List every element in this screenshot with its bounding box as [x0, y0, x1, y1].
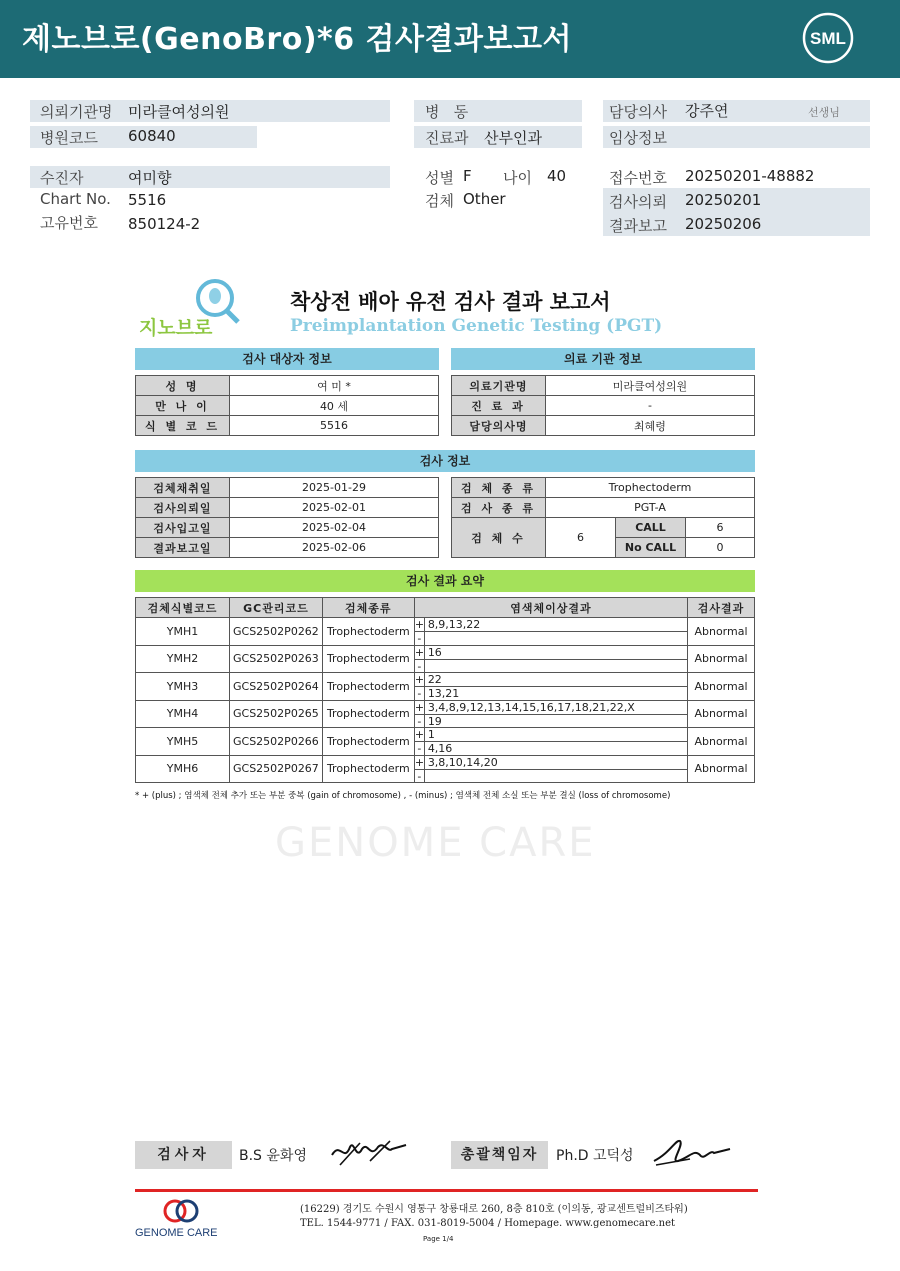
loss-value: 13,21 [427, 687, 460, 701]
hospital-label: 의뢰기관명 [40, 103, 113, 121]
gain-value: 3,8,10,14,20 [427, 755, 498, 769]
receive-date: 2025-02-04 [230, 518, 439, 538]
receipt-value: 20250201-48882 [685, 167, 815, 185]
chief-label: 총괄책임자 [451, 1141, 548, 1169]
patient-value: 여미향 [128, 169, 172, 187]
loss-row [415, 686, 687, 699]
summary-heading: 검사 결과 요약 [135, 570, 755, 592]
loss-row [415, 769, 687, 782]
subject-name: 여 미 * [230, 376, 439, 396]
sml-logo-icon [802, 12, 854, 64]
info-band [30, 166, 390, 188]
loss-row [415, 741, 687, 754]
age-value: 40 [547, 167, 567, 185]
doctor-suffix: 선생님 [808, 106, 840, 119]
gain-row [415, 701, 687, 714]
row-id: YMH5 [136, 728, 230, 756]
loss-value [425, 660, 428, 672]
request-value: 20250201 [685, 191, 762, 209]
plus-sign: + [414, 618, 425, 631]
test-type: PGT-A [546, 498, 755, 518]
subject-name-label: 성 명 [136, 376, 230, 396]
footnote: * + (plus) ; 염색체 전체 추가 또는 부분 중복 (gain of chromosome) , - (minus) ; 염색체 전체 소실 또는 부분 결실 (loss of chromosome) [135, 791, 671, 801]
row-chromosome-result [414, 618, 687, 646]
plus-sign: + [414, 700, 425, 714]
report-subtitle: Preimplantation Genetic Testing (PGT) [290, 316, 663, 336]
call-label: CALL [616, 518, 686, 538]
row-id: YMH1 [136, 618, 230, 646]
subject-idcode: 5516 [230, 416, 439, 436]
row-gc-code: GCS2502P0266 [230, 728, 323, 756]
report-date: 2025-02-06 [230, 538, 439, 558]
col-header: 염색체이상결과 [414, 598, 687, 618]
summary-section [135, 570, 755, 783]
watermark: GENOME CARE [275, 820, 596, 866]
specimen-count: 6 [546, 518, 616, 558]
table-row [136, 645, 755, 673]
gain-row [415, 728, 687, 741]
test-specimen-table [451, 477, 755, 558]
chart-value: 5516 [128, 191, 167, 209]
gain-value: 1 [427, 728, 435, 741]
minus-sign: - [415, 770, 425, 782]
collect-date: 2025-01-29 [230, 478, 439, 498]
clinical-label: 임상정보 [609, 129, 667, 147]
specimen-value: Other [463, 190, 506, 208]
report-header [0, 0, 900, 78]
test-type-label: 검 사 종 류 [452, 498, 546, 518]
inst-dept-label: 진 료 과 [452, 396, 546, 416]
genobro-logo-icon [135, 276, 253, 338]
table-row [136, 755, 755, 783]
chief-signature-icon [650, 1135, 732, 1169]
report-title: 제노브로(GenoBro)*6 검사결과보고서 [22, 22, 572, 57]
loss-row [415, 631, 687, 644]
code-label: 병원코드 [40, 129, 98, 147]
sex-label: 성별 [425, 169, 454, 187]
receive-date-label: 검사입고일 [136, 518, 230, 538]
plus-sign: + [414, 728, 425, 741]
plus-sign: + [414, 755, 425, 769]
dept-label: 진료과 [425, 129, 469, 147]
footer-address [300, 1203, 688, 1231]
table-row [136, 618, 755, 646]
row-id: YMH3 [136, 673, 230, 701]
gain-row [415, 673, 687, 686]
gain-row [415, 618, 687, 631]
patient-label: 수진자 [40, 169, 84, 187]
tester-label: 검사자 [135, 1141, 232, 1169]
report-value: 20250206 [685, 215, 762, 233]
dept-value: 산부인과 [484, 129, 542, 147]
minus-sign: - [415, 742, 425, 754]
nocall-label: No CALL [616, 538, 686, 558]
receipt-label: 접수번호 [609, 169, 667, 187]
gain-row [415, 756, 687, 769]
summary-table [135, 597, 755, 783]
row-result: Abnormal [688, 755, 755, 783]
chief-name: Ph.D 고덕성 [556, 1148, 634, 1164]
gain-value: 8,9,13,22 [427, 618, 481, 631]
row-id: YMH6 [136, 755, 230, 783]
row-specimen-type: Trophectoderm [322, 645, 414, 673]
table-row [136, 673, 755, 701]
row-result: Abnormal [688, 673, 755, 701]
id-label: 고유번호 [40, 214, 98, 232]
row-gc-code: GCS2502P0267 [230, 755, 323, 783]
row-chromosome-result [414, 645, 687, 673]
row-specimen-type: Trophectoderm [322, 673, 414, 701]
col-header: 검체종류 [322, 598, 414, 618]
row-result: Abnormal [688, 728, 755, 756]
inst-doctor-label: 담당의사명 [452, 416, 546, 436]
row-id: YMH4 [136, 700, 230, 728]
minus-sign: - [415, 632, 425, 644]
institution-info-table [451, 348, 755, 436]
col-header: GC관리코드 [230, 598, 323, 618]
report-date-label: 결과보고일 [136, 538, 230, 558]
inst-name: 미라클여성의원 [546, 376, 755, 396]
col-header: 검체식별코드 [136, 598, 230, 618]
gain-value: 22 [427, 673, 442, 686]
table-row [136, 700, 755, 728]
subject-info-heading: 검사 대상자 정보 [135, 348, 439, 370]
hospital-value: 미라클여성의원 [128, 103, 230, 121]
inst-dept: - [546, 396, 755, 416]
specimen-type-label: 검 체 종 류 [452, 478, 546, 498]
inst-doctor: 최혜령 [546, 416, 755, 436]
row-result: Abnormal [688, 618, 755, 646]
plus-sign: + [414, 645, 425, 659]
id-value: 850124-2 [128, 215, 201, 233]
test-dates-table [135, 477, 439, 558]
inst-name-label: 의료기관명 [452, 376, 546, 396]
chart-label: Chart No. [40, 190, 111, 208]
row-gc-code: GCS2502P0265 [230, 700, 323, 728]
test-info-heading: 검사 정보 [135, 450, 755, 472]
ward-label: 병 동 [425, 103, 469, 121]
patient-info [0, 98, 900, 248]
loss-row [415, 659, 687, 672]
svg-text:GENOME CARE: GENOME CARE [135, 1227, 218, 1239]
signature-area [135, 1141, 755, 1171]
specimen-label: 검체 [425, 192, 454, 210]
gain-row [415, 646, 687, 659]
collect-date-label: 검체채취일 [136, 478, 230, 498]
report-main-title: 착상전 배아 유전 검사 결과 보고서 [290, 290, 611, 314]
nocall-count: 0 [686, 538, 755, 558]
subject-idcode-label: 식 별 코 드 [136, 416, 230, 436]
footer-divider [135, 1189, 758, 1192]
specimen-count-label: 검 체 수 [452, 518, 546, 558]
request-date-label: 검사의뢰일 [136, 498, 230, 518]
minus-sign: - [415, 687, 425, 699]
loss-value: 4,16 [427, 742, 453, 756]
row-id: YMH2 [136, 645, 230, 673]
tester-signature-icon [330, 1137, 410, 1167]
loss-row [415, 714, 687, 727]
row-gc-code: GCS2502P0263 [230, 645, 323, 673]
loss-value: 19 [427, 714, 442, 728]
subject-age: 40 세 [230, 396, 439, 416]
row-chromosome-result [414, 673, 687, 701]
row-result: Abnormal [688, 645, 755, 673]
row-gc-code: GCS2502P0264 [230, 673, 323, 701]
row-chromosome-result [414, 755, 687, 783]
test-info-section [135, 450, 755, 472]
institution-info-heading: 의료 기관 정보 [451, 348, 755, 370]
call-count: 6 [686, 518, 755, 538]
row-specimen-type: Trophectoderm [322, 618, 414, 646]
minus-sign: - [415, 660, 425, 672]
row-specimen-type: Trophectoderm [322, 755, 414, 783]
doctor-label: 담당의사 [609, 103, 667, 121]
doctor-value: 강주연 [685, 102, 729, 120]
gain-value: 3,4,8,9,12,13,14,15,16,17,18,21,22,X [427, 700, 635, 714]
page-number: Page 1/4 [423, 1235, 454, 1243]
row-specimen-type: Trophectoderm [322, 700, 414, 728]
contact-line: TEL. 1544-9771 / FAX. 031-8019-5004 / Homepage. www.genomecare.net [300, 1218, 676, 1229]
minus-sign: - [415, 715, 425, 727]
table-row [136, 728, 755, 756]
loss-value [425, 770, 428, 782]
row-specimen-type: Trophectoderm [322, 728, 414, 756]
row-gc-code: GCS2502P0262 [230, 618, 323, 646]
row-chromosome-result [414, 700, 687, 728]
code-value: 60840 [128, 127, 176, 145]
request-date: 2025-02-01 [230, 498, 439, 518]
col-header: 검사결과 [688, 598, 755, 618]
gain-value: 16 [427, 645, 442, 659]
plus-sign: + [414, 673, 425, 686]
subject-info-table [135, 348, 439, 436]
age-label: 나이 [503, 169, 532, 187]
sex-value: F [463, 167, 472, 185]
genome-care-logo-icon [133, 1198, 229, 1240]
row-result: Abnormal [688, 700, 755, 728]
address-line: (16229) 경기도 수원시 영통구 창룡대로 260, 8층 810호 (이의동, 광교센트럴비즈타워) [300, 1204, 688, 1215]
tester-name: B.S 윤화영 [239, 1148, 307, 1164]
request-label: 검사의뢰 [609, 193, 667, 211]
svg-text:SML: SML [810, 29, 846, 48]
svg-text:지노브로: 지노브로 [139, 317, 213, 338]
row-chromosome-result [414, 728, 687, 756]
loss-value [425, 632, 428, 644]
subject-age-label: 만 나 이 [136, 396, 230, 416]
report-label: 결과보고 [609, 217, 667, 235]
specimen-type: Trophectoderm [546, 478, 755, 498]
